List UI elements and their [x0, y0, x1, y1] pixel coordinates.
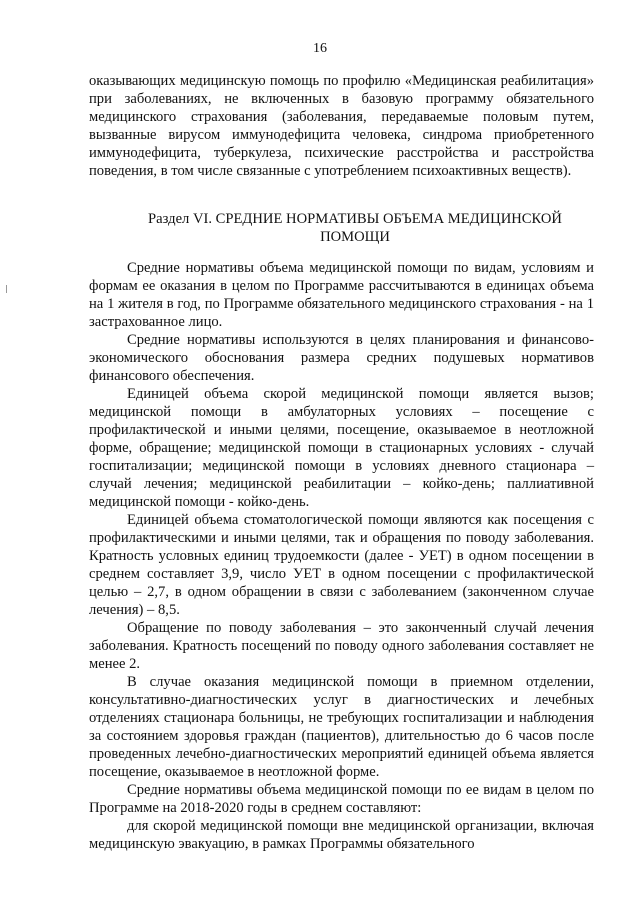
- paragraph-volume-norms: Средние нормативы объема медицинской помощи по видам, условиям и формам ее оказания в целом по Программе рассчитываются в единицах объема на 1 жителя в год, по Программе обязательного медицинского страхования - на 1 застрахованное лицо.: [89, 260, 594, 330]
- paragraph-disease-appeal: Обращение по поводу заболевания – это законченный случай лечения заболевания. Кратность посещений по поводу одного заболевания составляет не менее 2.: [89, 620, 594, 672]
- paragraph-average-norms: Средние нормативы объема медицинской помощи по ее видам в целом по Программе на 2018-2020 годы в среднем составляют:: [89, 782, 594, 816]
- paragraph-emergency-department: В случае оказания медицинской помощи в приемном отделении, консультативно-диагностических услуг в диагностических и лечебных отделениях стационара больницы, не требующих госпитализации и наблюдения за состоянием здоровья граждан (пациентов), длительностью до 6 часов после проведенных лечебно-диагностических мероприятий единицей объема является посещение, оказываемое в неотложной форме.: [89, 674, 594, 780]
- paragraph-unit-of-volume: Единицей объема скорой медицинской помощи является вызов; медицинской помощи в амбулаторных условиях – посещение с профилактической и иными целями, посещение, оказываемое в неотложной форме, обращение; медицинской помощи в стационарных условиях - случай госпитализации; медицинской помощи в условиях дневного стационара – случай лечения; медицинской реабилитации – койко-день; паллиативной медицинской помощи - койко-день.: [89, 386, 594, 510]
- paragraph-planning-use: Средние нормативы используются в целях планирования и финансово-экономического обоснования размера средних подушевых нормативов финансового обеспечения.: [89, 332, 594, 384]
- page-number: 16: [313, 41, 327, 56]
- paragraph-dental-care: Единицей объема стоматологической помощи являются как посещения с профилактическими и иными целями, так и обращения по поводу заболевания. Кратность условных единиц трудоемкости (далее - УЕТ) в одном посещении в среднем составляет 3,9, число УЕТ в одном посещении с профилактической целью – 2,7, в одном обращении в связи с заболеванием (законченном случае лечения) – 8,5.: [89, 512, 594, 618]
- intro-paragraph: оказывающих медицинскую помощь по профилю «Медицинская реабилитация» при заболеваниях, не включенных в базовую программу обязательного медицинского страхования (заболевания, передаваемые половым путем, вызванные вирусом иммунодефицита человека, синдрома приобретенного иммунодефицита, туберкулеза, психические расстройства и расстройства поведения, в том числе связанные с употреблением психоактивных веществ).: [89, 73, 594, 179]
- section-heading: Раздел VI. СРЕДНИЕ НОРМАТИВЫ ОБЪЕМА МЕДИЦИНСКОЙ ПОМОЩИ: [148, 211, 562, 245]
- intro-paragraph-block: [89, 72, 594, 180]
- body-text: [89, 259, 594, 853]
- margin-mark: [6, 285, 7, 293]
- paragraph-ambulance: для скорой медицинской помощи вне медицинской организации, включая медицинскую эвакуацию, в рамках Программы обязательного: [89, 818, 594, 852]
